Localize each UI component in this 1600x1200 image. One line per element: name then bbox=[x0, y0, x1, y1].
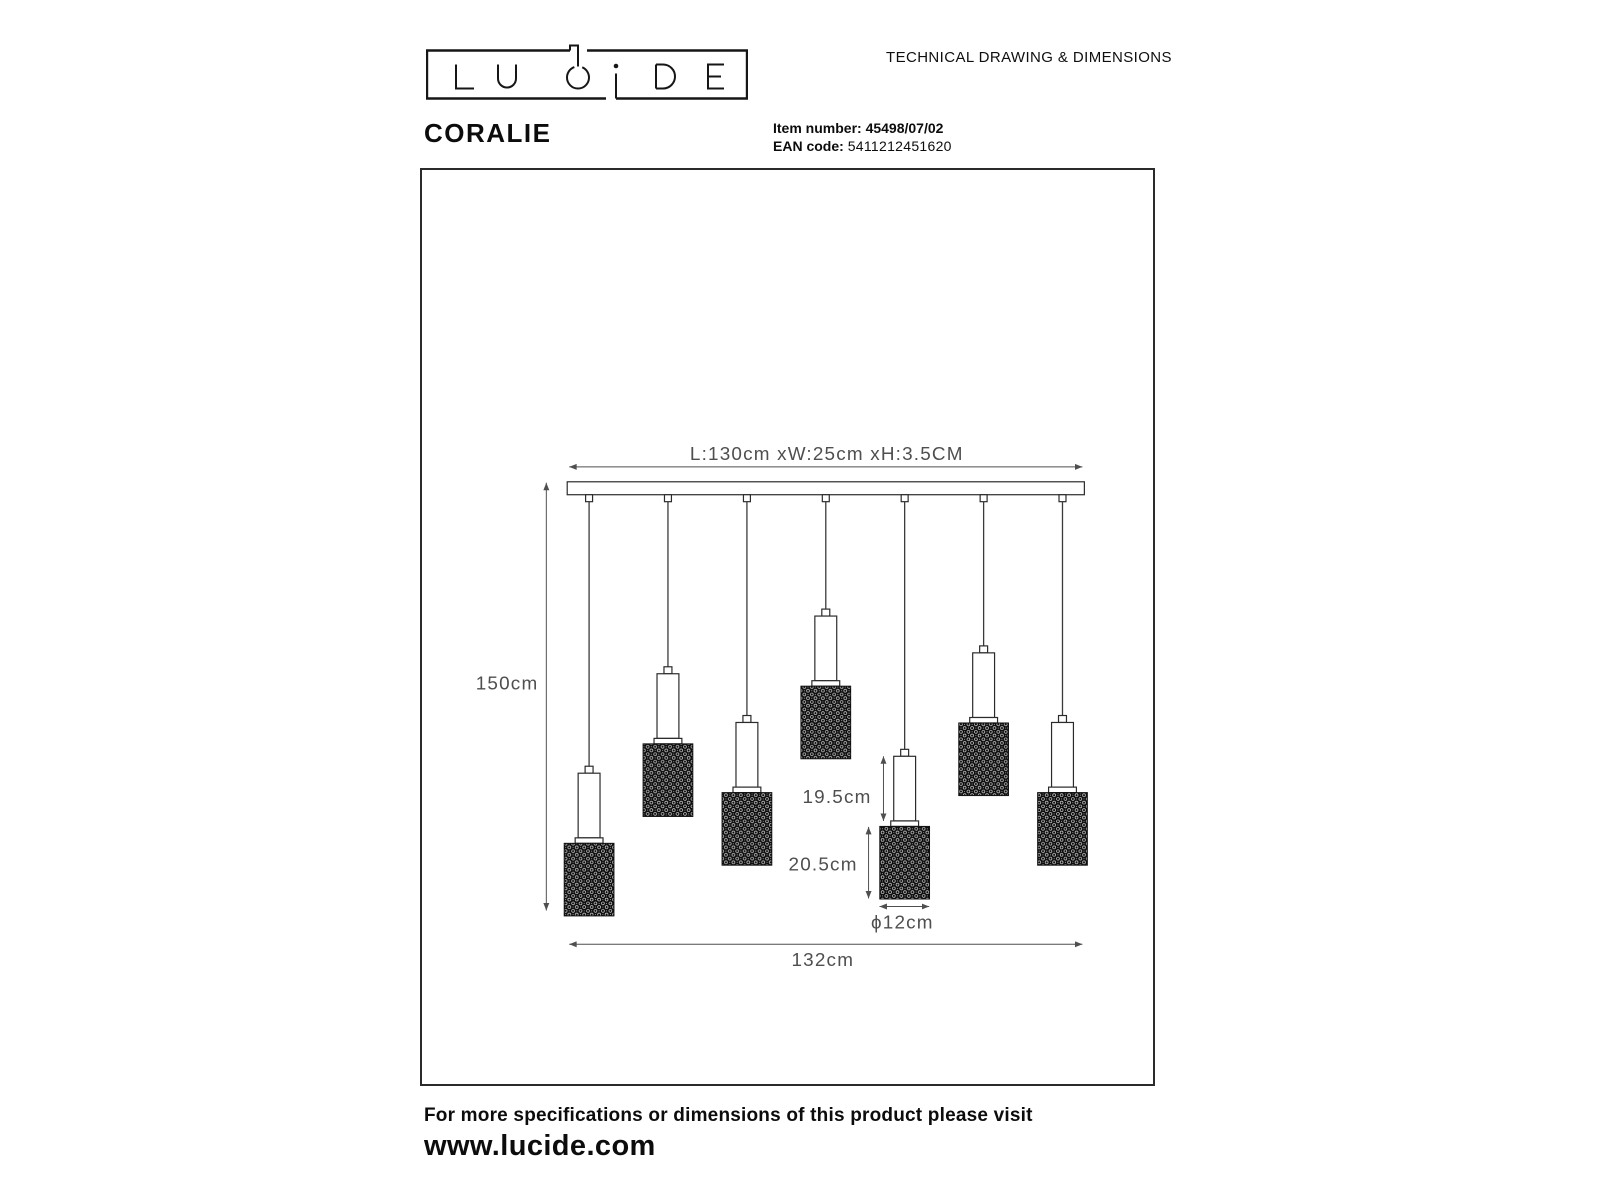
logo-letter-e bbox=[708, 65, 724, 89]
item-number-value: 45498/07/02 bbox=[865, 120, 944, 136]
cord-grip bbox=[585, 766, 593, 773]
logo-letter-l bbox=[456, 65, 474, 89]
dim-drop-label: 150cm bbox=[475, 673, 539, 695]
pendant bbox=[564, 495, 614, 916]
pendant bbox=[801, 495, 851, 759]
ceiling-connector bbox=[586, 495, 593, 502]
cord-grip bbox=[664, 667, 672, 674]
lucide-logo bbox=[426, 44, 748, 101]
socket-tube bbox=[894, 756, 916, 821]
ceiling-connector bbox=[980, 495, 987, 502]
logo-hook bbox=[570, 46, 578, 67]
crystal-shade bbox=[643, 744, 693, 817]
footer-note: For more specifications or dimensions of this product please visit bbox=[424, 1105, 1033, 1126]
pendant bbox=[880, 495, 930, 899]
shade-collar bbox=[891, 821, 919, 826]
product-name: CORALIE bbox=[424, 118, 552, 148]
socket-tube bbox=[973, 653, 995, 718]
logo-letter-u bbox=[498, 65, 516, 88]
cord-grip bbox=[822, 609, 830, 616]
cord-grip bbox=[1059, 716, 1067, 723]
socket-tube bbox=[657, 674, 679, 739]
ceiling-connector bbox=[822, 495, 829, 502]
document-title: TECHNICAL DRAWING & DIMENSIONS bbox=[886, 49, 1172, 66]
shade-collar bbox=[733, 787, 761, 792]
logo-frame-right bbox=[587, 51, 747, 99]
logo-letter-d bbox=[656, 65, 675, 89]
dim-overall-label: L:130cm xW:25cm xH:3.5CM bbox=[689, 443, 964, 465]
logo-letter-i-dot bbox=[614, 64, 619, 69]
ean-code-value: 5411212451620 bbox=[847, 138, 952, 154]
shade-collar bbox=[575, 838, 603, 843]
cord-grip bbox=[901, 749, 909, 756]
socket-tube bbox=[1052, 722, 1074, 787]
crystal-shade bbox=[959, 723, 1009, 796]
cord-grip bbox=[743, 716, 751, 723]
dim-socket-label: 19.5cm bbox=[802, 787, 872, 809]
pendants-group bbox=[564, 495, 1087, 916]
shade-collar bbox=[970, 718, 998, 723]
drawing-canvas bbox=[422, 170, 1153, 1084]
crystal-shade bbox=[880, 826, 930, 899]
pendant bbox=[722, 495, 772, 865]
dim-width-label: 132cm bbox=[791, 950, 855, 972]
shade-collar bbox=[654, 738, 682, 743]
ceiling-connector bbox=[664, 495, 671, 502]
ean-code-label: EAN code: bbox=[773, 138, 844, 154]
ceiling-connector bbox=[901, 495, 908, 502]
crystal-shade bbox=[801, 686, 851, 759]
ceiling-connector bbox=[1059, 495, 1066, 502]
cord-grip bbox=[980, 646, 988, 653]
crystal-shade bbox=[564, 843, 614, 916]
item-number-label: Item number: bbox=[773, 120, 862, 136]
ceiling-bar bbox=[567, 482, 1084, 495]
crystal-shade bbox=[722, 793, 772, 866]
crystal-shade bbox=[1038, 793, 1088, 866]
pendant bbox=[1038, 495, 1088, 865]
dim-shade-label: 20.5cm bbox=[788, 854, 858, 876]
socket-tube bbox=[736, 722, 758, 787]
item-number-row bbox=[773, 119, 952, 137]
website-url: www.lucide.com bbox=[424, 1130, 656, 1162]
socket-tube bbox=[578, 773, 600, 838]
shade-collar bbox=[812, 681, 840, 686]
technical-drawing bbox=[420, 168, 1155, 1086]
dim-diameter-label: ϕ12cm bbox=[871, 912, 934, 934]
socket-tube bbox=[815, 616, 837, 681]
pendant bbox=[959, 495, 1009, 796]
shade-collar bbox=[1049, 787, 1077, 792]
ean-row bbox=[773, 137, 952, 155]
logo-letter-c bbox=[567, 67, 589, 89]
ceiling-connector bbox=[743, 495, 750, 502]
pendant bbox=[643, 495, 693, 817]
product-meta bbox=[773, 119, 952, 155]
